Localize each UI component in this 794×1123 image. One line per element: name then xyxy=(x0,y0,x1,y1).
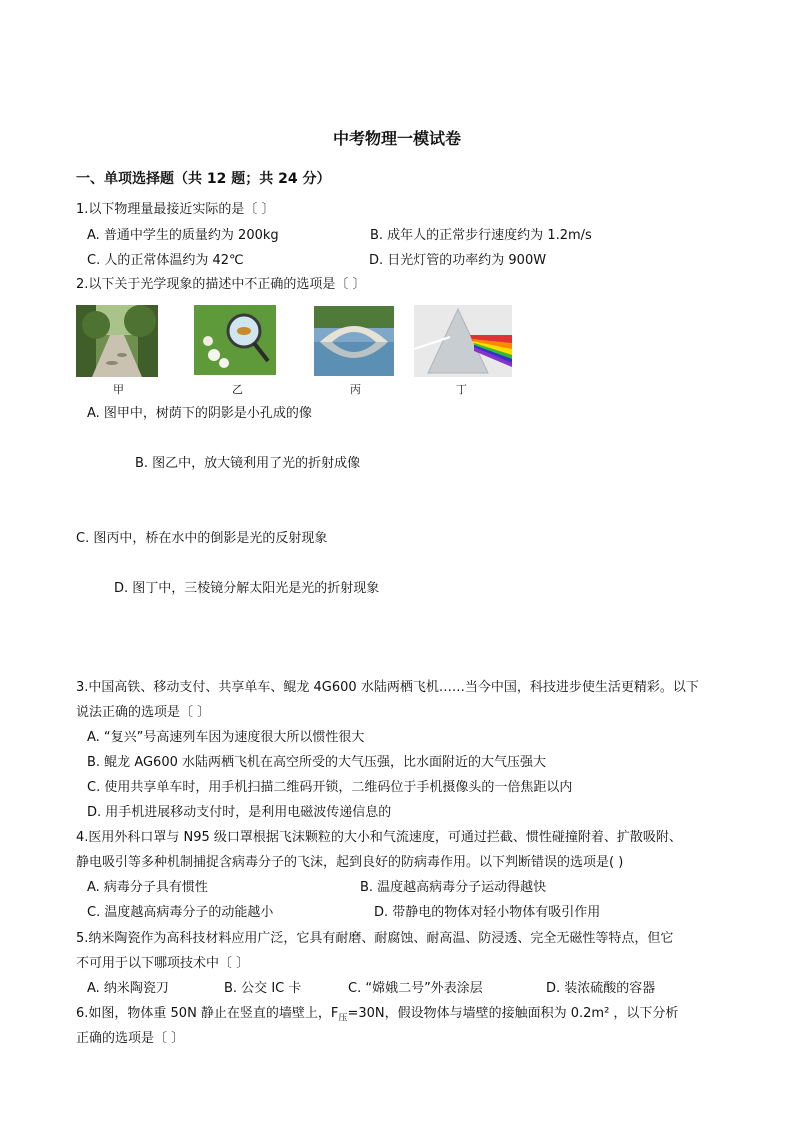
caption-jia: 甲 xyxy=(113,383,124,396)
question-2-option-b: B. 图乙中，放大镜利用了光的折射成像 xyxy=(135,456,361,471)
prism-diagram xyxy=(414,305,512,377)
question-3-stem-line2: 说法正确的选项是〔 〕 xyxy=(76,705,211,720)
question-4-option-b: B. 温度越高病毒分子运动得越快 xyxy=(360,880,547,895)
pressure-subscript: 压 xyxy=(338,1013,348,1024)
caption-bing: 丙 xyxy=(350,383,361,396)
question-1-option-c: C. 人的正常体温约为 42℃ xyxy=(87,253,244,268)
question-5-stem-line2: 不可用于以下哪项技术中〔 〕 xyxy=(76,956,250,971)
section-heading: 一、单项选择题（共 12 题；共 24 分） xyxy=(76,171,331,187)
question-3-option-d: D. 用手机进展移动支付时，是利用电磁波传递信息的 xyxy=(87,805,392,820)
question-6-stem-line2: 正确的选项是〔 〕 xyxy=(76,1031,185,1046)
question-1-stem: 1.以下物理量最接近实际的是〔 〕 xyxy=(76,202,275,217)
question-3-stem-line1: 3.中国高铁、移动支付、共享单车、鲲龙 4G600 水陆两栖飞机……当今中国，科技进步使生活更精彩。以下 xyxy=(76,680,699,695)
bridge-reflection-photo xyxy=(314,306,394,376)
question-5-option-d: D. 装浓硫酸的容器 xyxy=(546,981,656,996)
question-2-stem: 2.以下关于光学现象的描述中不正确的选项是〔 〕 xyxy=(76,277,366,292)
question-5-option-a: A. 纳米陶瓷刀 xyxy=(87,981,169,996)
question-6-stem-part2: =30N，假设物体与墙壁的接触面积为 0.2m² ，以下分析 xyxy=(347,1006,679,1021)
question-1-option-d: D. 日光灯管的功率约为 900W xyxy=(369,253,547,268)
question-1-option-a: A. 普通中学生的质量约为 200kg xyxy=(87,228,279,243)
question-6-stem-line1 xyxy=(76,1004,678,1029)
question-2-option-d: D. 图丁中，三棱镜分解太阳光是光的折射现象 xyxy=(114,581,380,596)
question-5-option-c: C. “嫦娥二号”外表涂层 xyxy=(348,981,483,996)
question-3-option-c: C. 使用共享单车时，用手机扫描二维码开锁，二维码位于手机摄像头的一倍焦距以内 xyxy=(87,780,573,795)
question-4-stem-line2: 静电吸引等多种机制捕捉含病毒分子的飞沫，起到良好的防病毒作用。以下判断错误的选项是( ) xyxy=(76,855,624,870)
question-4-stem-line1: 4.医用外科口罩与 N95 级口罩根据飞沫颗粒的大小和气流速度，可通过拦截、惯性碰撞附着、扩散吸附、 xyxy=(76,830,682,845)
question-3-option-a: A. “复兴”号高速列车因为速度很大所以惯性很大 xyxy=(87,730,365,745)
question-1-option-b: B. 成年人的正常步行速度约为 1.2m/s xyxy=(370,228,592,243)
tree-shade-photo xyxy=(76,305,158,377)
question-5-option-b: B. 公交 IC 卡 xyxy=(224,981,302,996)
caption-yi: 乙 xyxy=(232,383,243,396)
question-4-option-d: D. 带静电的物体对轻小物体有吸引作用 xyxy=(374,905,601,920)
question-4-option-a: A. 病毒分子具有惯性 xyxy=(87,880,208,895)
question-2-option-a: A. 图甲中，树荫下的阴影是小孔成的像 xyxy=(87,406,312,421)
question-5-stem-line1: 5.纳米陶瓷作为高科技材料应用广泛，它具有耐磨、耐腐蚀、耐高温、防浸透、完全无磁性等特点，但它 xyxy=(76,931,674,946)
question-4-option-c: C. 温度越高病毒分子的动能越小 xyxy=(87,905,274,920)
question-2-option-c: C. 图丙中，桥在水中的倒影是光的反射现象 xyxy=(76,531,328,546)
magnifier-photo xyxy=(194,305,276,375)
page-title: 中考物理一模试卷 xyxy=(332,129,461,148)
question-6-stem-part1: 6.如图，物体重 50N 静止在竖直的墙壁上，F xyxy=(76,1006,339,1021)
caption-ding: 丁 xyxy=(456,383,467,396)
question-3-option-b: B. 鲲龙 AG600 水陆两栖飞机在高空所受的大气压强，比水面附近的大气压强大 xyxy=(87,755,546,770)
